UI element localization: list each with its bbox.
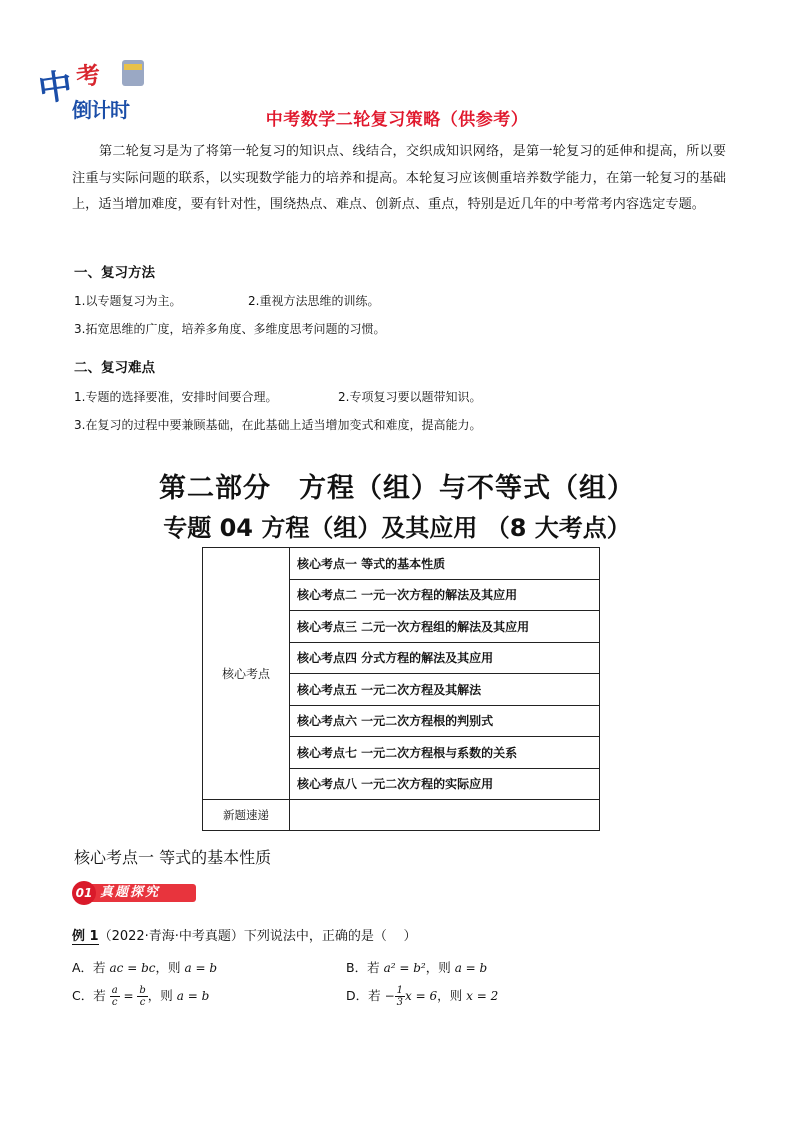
part-title: 第二部分 方程（组）与不等式（组） xyxy=(159,473,635,504)
section-heading-difficulties: 二、复习难点 xyxy=(74,360,155,376)
logo-char-2: 考 xyxy=(74,60,102,92)
option-b: B．若 a² = b²，则 a = b xyxy=(346,960,488,975)
intro-paragraph: 第二轮复习是为了将第一轮复习的知识点、线结合，交织成知识网络，是第一轮复习的延伸和提高，所以要注重与实际问题的联系，以实现数学能力的培养和提高。本轮复习应该侧重培养数学能力，在第一轮复习的基础上，适当增加难度，要有针对性，围绕热点、难点、创新点、重点，特别是近几年的中考常考内容选定专题。 xyxy=(72,144,726,212)
methods-line-1a: 1.以专题复习为主。 xyxy=(74,294,182,308)
table-row: 核心考点七 一元二次方程根与系数的关系 xyxy=(290,737,600,769)
option-c: C．若 $\frac{a}{c}$ = $\frac{b}{c}$ ，则 a = b xyxy=(72,985,210,1008)
topics-table xyxy=(202,547,600,831)
methods-line-2: 3.拓宽思维的广度，培养多角度、多维度思考问题的习惯。 xyxy=(74,322,386,336)
option-d: D．若 − $\frac{1}{3}$ x = 6，则 x = 2 xyxy=(346,985,499,1008)
table-row: 核心考点一 等式的基本性质 xyxy=(290,548,600,580)
logo-char-1: 中 xyxy=(35,65,76,111)
difficulties-line-1a: 1.专题的选择要准，安排时间要合理。 xyxy=(74,390,278,404)
table-row: 核心考点二 一元一次方程的解法及其应用 xyxy=(290,579,600,611)
table-row: 核心考点八 一元二次方程的实际应用 xyxy=(290,768,600,800)
table-last-label: 新题速递 xyxy=(203,800,290,831)
logo-decoration-stripe xyxy=(124,64,142,70)
methods-line-1b: 2.重视方法思维的训练。 xyxy=(248,294,380,308)
table-row: 核心考点三 二元一次方程组的解法及其应用 xyxy=(290,611,600,643)
example-question xyxy=(72,925,416,944)
topic-subheading: 核心考点一 等式的基本性质 xyxy=(74,848,272,867)
logo-char-3: 倒计时 xyxy=(72,98,129,122)
table-group-label: 核心考点 xyxy=(203,548,290,800)
badge-label: 真题探究 xyxy=(90,884,196,902)
table-row: 核心考点五 一元二次方程及其解法 xyxy=(290,674,600,706)
table-empty-cell xyxy=(290,800,600,831)
option-a: A．若 ac = bc，则 a = b xyxy=(72,960,218,975)
section-heading-methods: 一、复习方法 xyxy=(74,265,155,281)
table-row: 核心考点四 分式方程的解法及其应用 xyxy=(290,642,600,674)
section-badge xyxy=(72,881,200,905)
example-tag: 例 1 xyxy=(72,929,99,944)
example-text: （2022·青海·中考真题）下列说法中，正确的是（ ） xyxy=(98,929,417,944)
difficulties-line-2: 3.在复习的过程中要兼顾基础，在此基础上适当增加变式和难度，提高能力。 xyxy=(74,418,482,432)
difficulties-line-1b: 2.专项复习要以题带知识。 xyxy=(338,390,482,404)
document-title: 中考数学二轮复习策略（供参考） xyxy=(265,110,529,130)
badge-number: 01 xyxy=(72,881,96,905)
topic-title: 专题 04 方程（组）及其应用 （8 大考点） xyxy=(163,514,631,542)
table-row: 核心考点六 一元二次方程根的判别式 xyxy=(290,705,600,737)
